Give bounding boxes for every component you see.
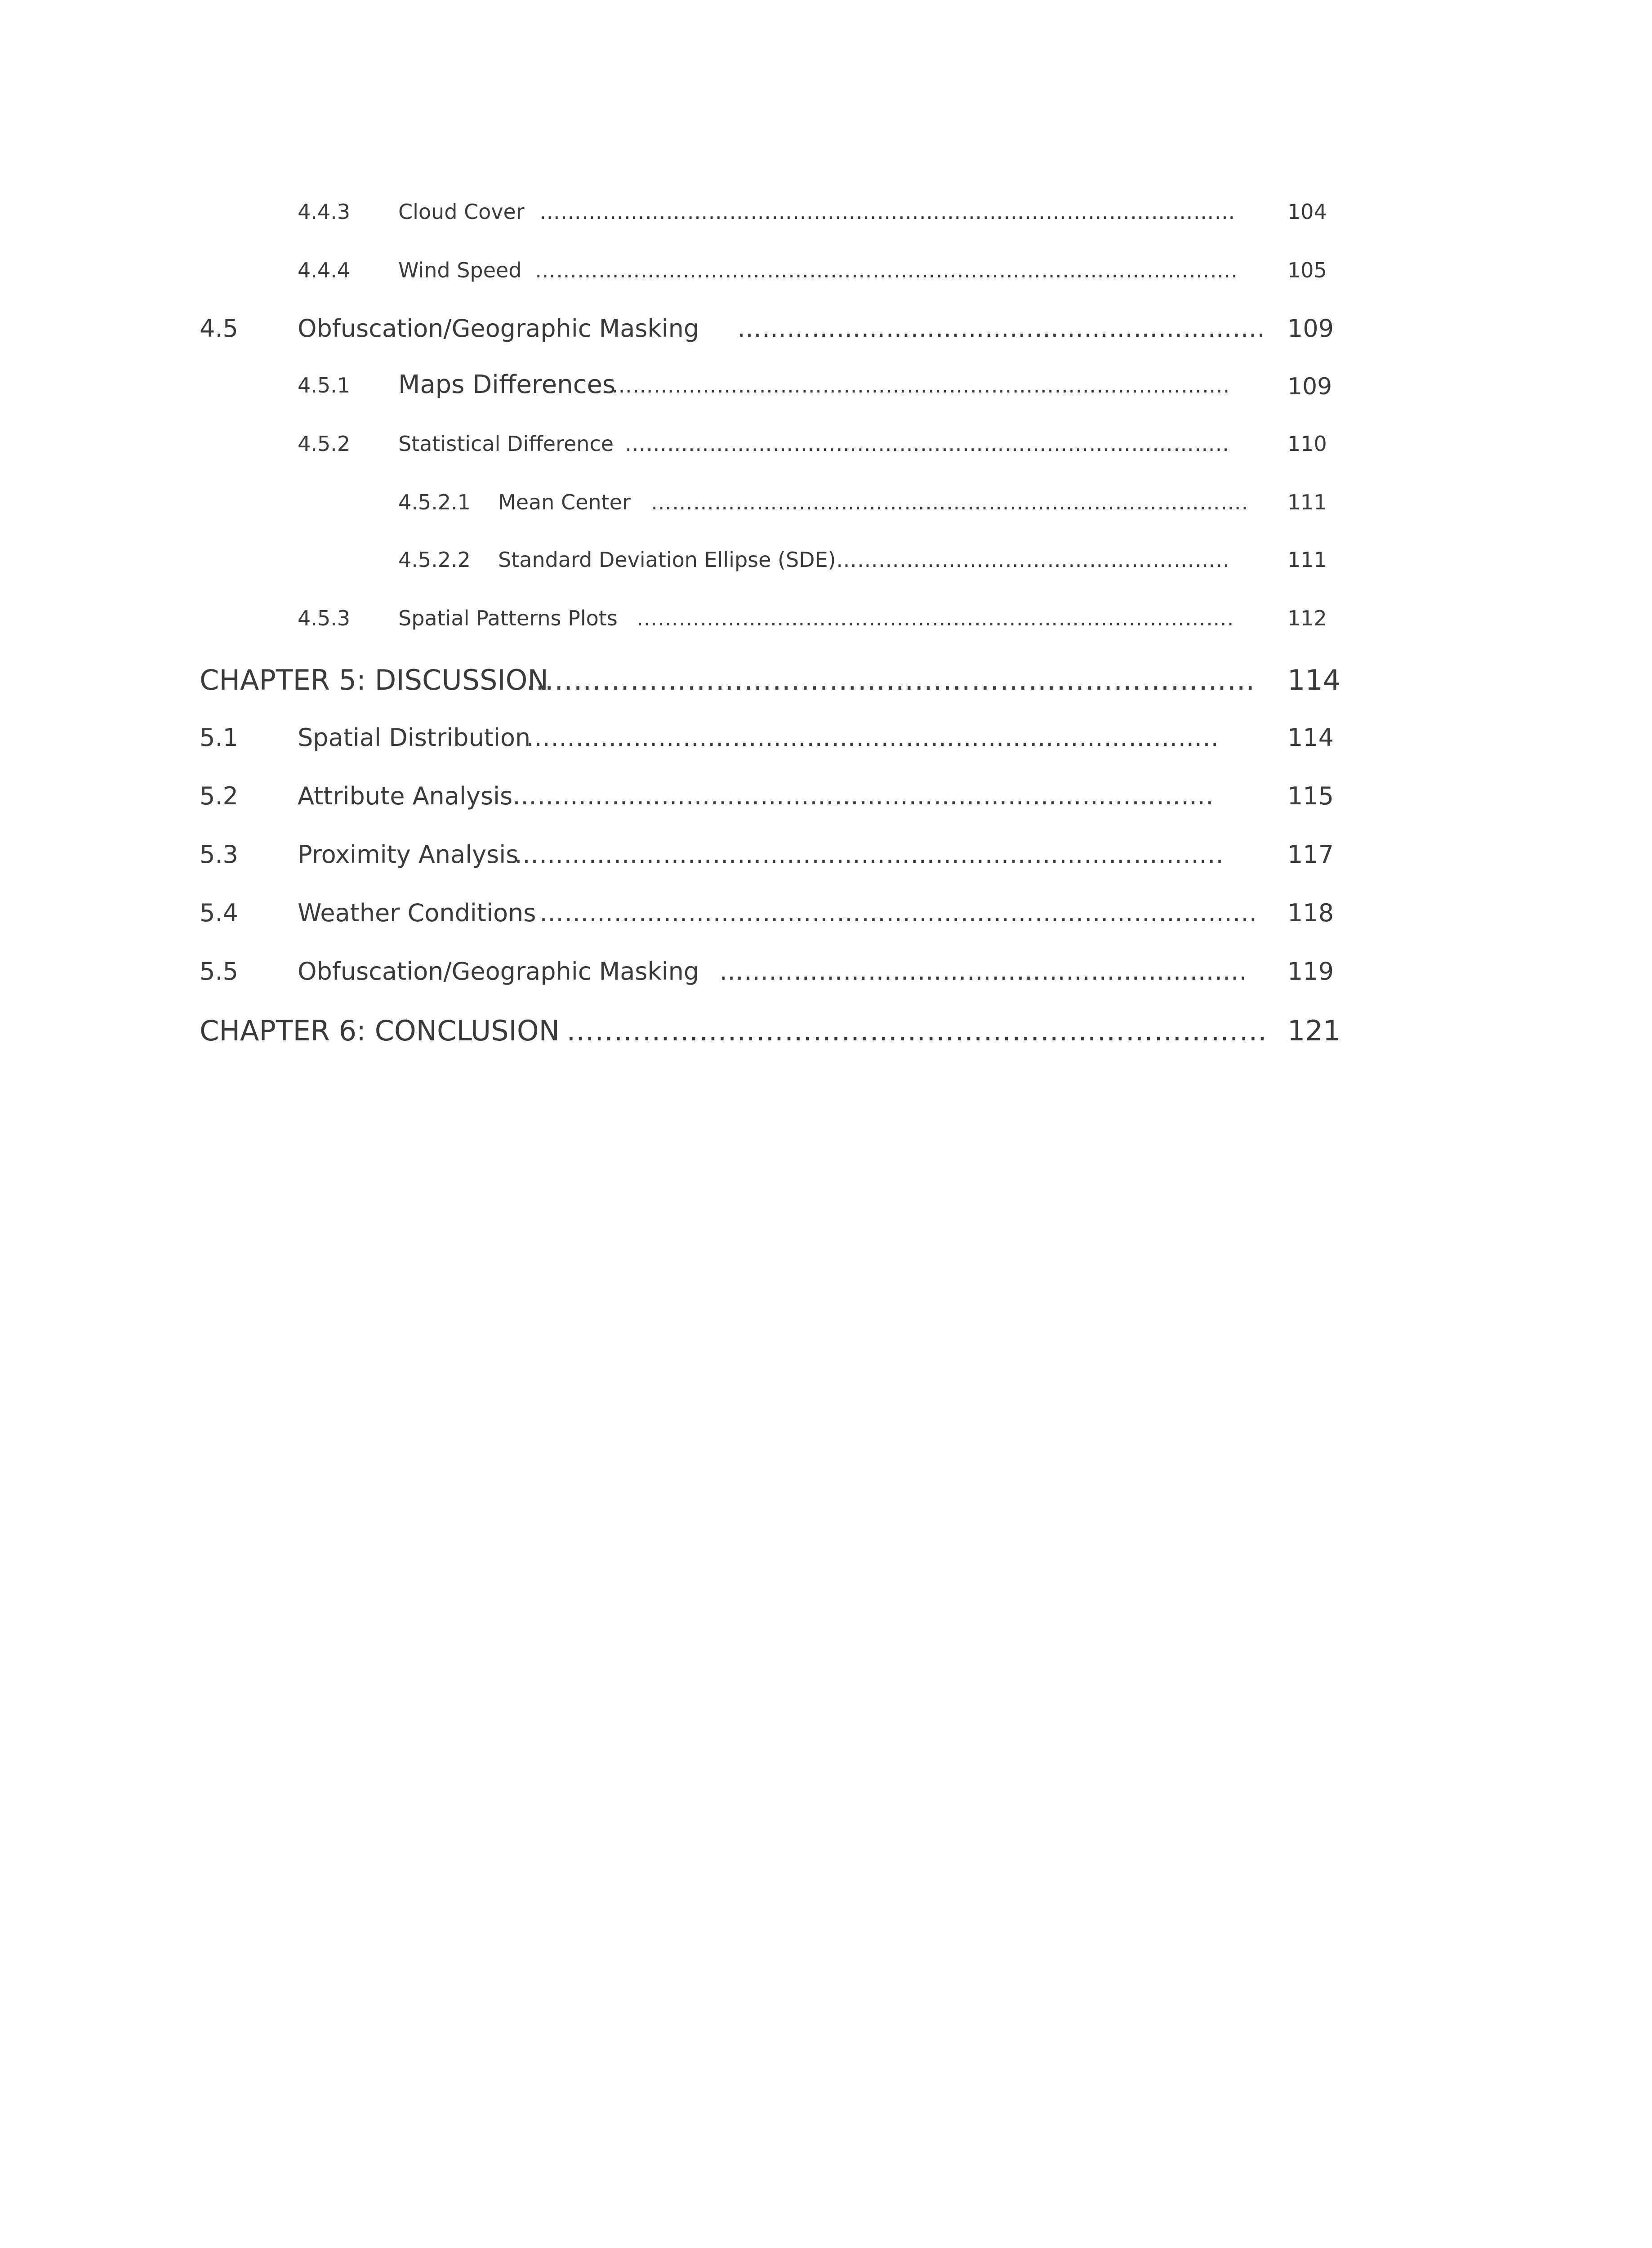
toc-entry-number: 5.2	[200, 782, 238, 810]
toc-entry-leader: ……………………………………………………….	[737, 314, 1265, 343]
toc-entry-page: 112	[1287, 606, 1327, 630]
toc-entry-page: 104	[1287, 200, 1327, 224]
toc-entry-number: 4.5	[200, 314, 238, 343]
toc-entry-title: Standard Deviation Ellipse (SDE)	[498, 548, 836, 572]
toc-entry-title: Proximity Analysis	[298, 840, 519, 869]
toc-entry-page: 114	[1287, 664, 1341, 696]
toc-entry-leader: ……….………………………………………………………………..	[526, 723, 1219, 752]
toc-entry-title: Spatial Distribution	[298, 723, 531, 752]
toc-entry-title: Cloud Cover	[398, 200, 525, 224]
toc-chapter-title: CHAPTER 5: DISCUSSION	[200, 664, 548, 696]
toc-entry-leader: …………………………………………………………………………...	[539, 899, 1257, 927]
toc-entry-title: Attribute Analysis	[298, 782, 513, 810]
toc-entry-leader: ………………………………………………………………………….	[651, 490, 1249, 514]
toc-entry-title: Weather Conditions	[298, 899, 536, 927]
toc-entry-page: 111	[1287, 548, 1327, 572]
toc-entry-title: Wind Speed	[398, 258, 522, 282]
toc-entry-title: Mean Center	[498, 490, 631, 514]
toc-entry-number: 5.4	[200, 899, 238, 927]
toc-entry-number: 5.5	[200, 957, 238, 986]
toc-entry-title: Statistical Difference	[398, 432, 614, 456]
toc-entry-leader: ………………………………………………………………………….	[637, 606, 1234, 630]
toc-entry-page: 105	[1287, 258, 1327, 282]
toc-chapter-title: CHAPTER 6: CONCLUSION	[200, 1014, 560, 1047]
toc-entry-number: 4.4.3	[298, 200, 351, 224]
toc-entry-title: Spatial Patterns Plots	[398, 606, 618, 630]
toc-entry-leader: ………………………………………………..	[836, 548, 1230, 572]
toc-entry-page: 119	[1287, 957, 1334, 986]
toc-entry-leader: ……………………………………………………….	[719, 957, 1247, 986]
toc-entry-number: 4.5.2	[298, 432, 351, 456]
toc-entry-page: 111	[1287, 490, 1327, 514]
toc-entry-number: 4.5.2.2	[398, 548, 471, 572]
toc-entry-page: 117	[1287, 840, 1334, 869]
toc-entry-number: 5.1	[200, 723, 238, 752]
toc-entry-leader: …………………………………………………………………………….	[611, 373, 1230, 397]
toc-entry-page: 121	[1287, 1014, 1341, 1047]
toc-entry-number: 4.5.2.1	[398, 490, 471, 514]
toc-entry-page: 110	[1287, 432, 1327, 456]
toc-entry-page: 109	[1287, 373, 1332, 400]
toc-entry-leader: …………………………………………………………………………..	[514, 840, 1224, 869]
toc-entry-leader: …..………………………………………………………………	[526, 664, 1256, 696]
toc-entry-leader: ………………………………………………………………………….	[512, 782, 1214, 810]
toc-entry-leader: ……………………………………………………………………………………….	[535, 258, 1238, 282]
toc-entry-number: 4.4.4	[298, 258, 351, 282]
toc-entry-title: Obfuscation/Geographic Masking	[298, 314, 699, 343]
toc-entry-number: 5.3	[200, 840, 238, 869]
toc-entry-page: 115	[1287, 782, 1334, 810]
toc-entry-leader: ………………………………………………………………………………………	[539, 200, 1236, 224]
toc-entry-number: 4.5.1	[298, 373, 351, 397]
toc-entry-page: 114	[1287, 723, 1334, 752]
toc-entry-title: Maps Differences	[398, 370, 616, 399]
toc-entry-number: 4.5.3	[298, 606, 351, 630]
toc-entry-page: 118	[1287, 899, 1334, 927]
toc-entry-title: Obfuscation/Geographic Masking	[298, 957, 699, 986]
toc-entry-leader: …………………………………………………………………………..	[625, 432, 1229, 456]
toc-entry-leader: …..……………………………………………………………	[566, 1014, 1268, 1047]
toc-entry-page: 109	[1287, 314, 1334, 343]
